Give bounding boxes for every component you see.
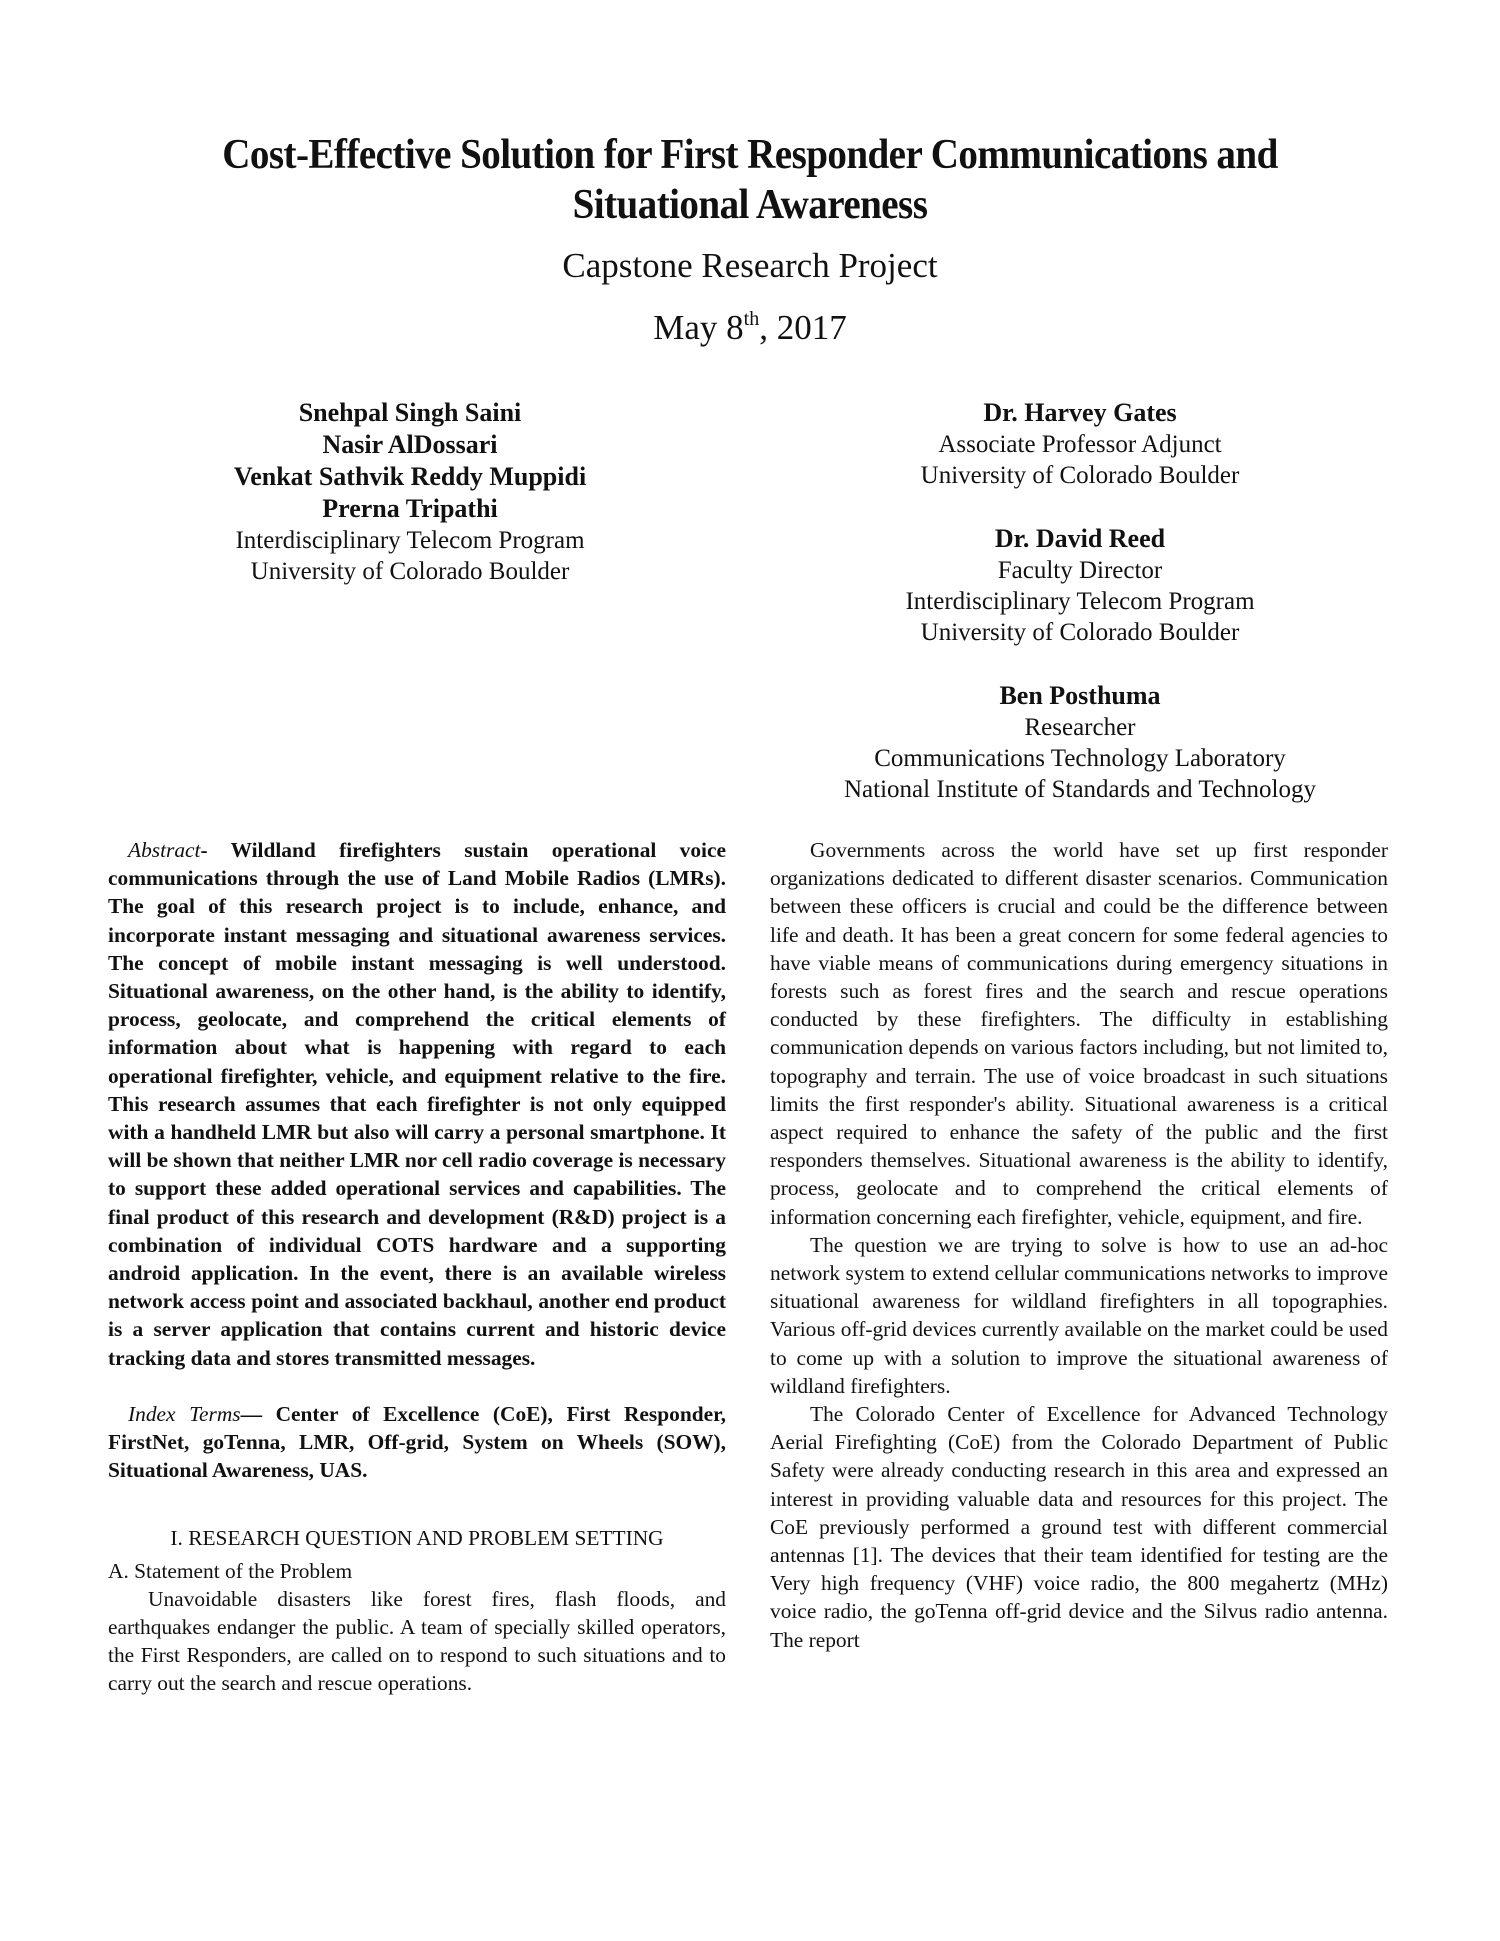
body-paragraph: Unavoidable disasters like forest fires, flash floods, and earthquakes endanger the public. A team of specially skilled operators, the First Responders, are called on to respond to such situations and to carry out the search and rescue operations. bbox=[108, 1586, 726, 1696]
date-month-day: May 8 bbox=[653, 308, 744, 347]
advisor-block bbox=[820, 397, 1340, 491]
student-authors bbox=[150, 397, 670, 587]
author-affiliation: University of Colorado Boulder bbox=[250, 558, 570, 585]
advisor-block bbox=[820, 523, 1340, 648]
section-heading: I. RESEARCH QUESTION AND PROBLEM SETTING bbox=[170, 1526, 664, 1551]
author-affiliation: Communications Technology Laboratory bbox=[874, 745, 1286, 772]
advisor-block bbox=[820, 680, 1340, 805]
author-affiliation: Researcher bbox=[1024, 714, 1136, 741]
paper-date bbox=[0, 308, 1500, 348]
paper-subtitle: Capstone Research Project bbox=[562, 246, 938, 285]
author-name: Prerna Tripathi bbox=[322, 494, 498, 523]
abstract-label: Abstract bbox=[128, 838, 201, 862]
abstract bbox=[108, 836, 726, 1372]
index-terms-label: Index Terms bbox=[128, 1401, 241, 1426]
author-affiliation: Faculty Director bbox=[997, 557, 1163, 584]
date-ordinal-suffix: th bbox=[743, 308, 760, 330]
author-name: Nasir AlDossari bbox=[322, 430, 498, 459]
author-affiliation: Interdisciplinary Telecom Program bbox=[235, 527, 585, 554]
right-column bbox=[770, 836, 1388, 1654]
author-name: Ben Posthuma bbox=[999, 681, 1161, 710]
body-paragraph: The Colorado Center of Excellence for Advanced Technology Aerial Firefighting (CoE) from the Colorado Department of Public Safety were already conducting research in this area and expressed an interest in providing valuable data and resources for this project. The CoE previously performed a ground test with different commercial antennas [1]. The devices that their team identified for testing are the Very high frequency (VHF) voice radio, the 800 megahertz (MHz) voice radio, the goTenna off-grid device and the Silvus radio antenna. The report bbox=[770, 1402, 1388, 1652]
author-affiliation: Associate Professor Adjunct bbox=[938, 431, 1222, 458]
paper-title: Cost-Effective Solution for First Responder Communications and Situational Awareness bbox=[222, 132, 1278, 228]
index-terms-text: — Center of Excellence (CoE), First Responder, FirstNet, goTenna, LMR, Off-grid, System on Wheels (SOW), Situational Awareness, UAS. bbox=[108, 1401, 727, 1483]
author-name: Dr. David Reed bbox=[994, 524, 1166, 553]
subsection-heading: A. Statement of the Problem bbox=[108, 1558, 353, 1583]
author-name: Dr. Harvey Gates bbox=[983, 398, 1177, 427]
author-name: Snehpal Singh Saini bbox=[298, 398, 522, 427]
abstract-text: - Wildland firefighters sustain operational voice communications through the use of Land Mobile Radios (LMRs). The goal of this research project is to include, enhance, and incorporate instant messaging and situational awareness services. The concept of mobile instant messaging is well understood. Situational awareness, on the other hand, is the ability to identify, process, geolocate, and comprehend the critical elements of information about what is happening with regard to each operational firefighter, vehicle, and equipment relative to the fire. This research assumes that each firefighter is not only equipped with a handheld LMR but also will carry a personal smartphone. It will be shown that neither LMR nor cell radio coverage is necessary to support these added operational services and capabilities. The final product of this research and development (R&D) project is a combination of individual COTS hardware and a supporting android application. In the event, there is an available wireless network access point and associated backhaul, another end product is a server application that contains current and historic device tracking data and stores transmitted messages. bbox=[108, 838, 726, 1370]
date-year: , 2017 bbox=[759, 308, 847, 347]
author-affiliation: University of Colorado Boulder bbox=[920, 619, 1240, 646]
body-paragraph: Governments across the world have set up first responder organizations dedicated to different disaster scenarios. Communication between these officers is crucial and could be the difference between life and death. It has been a great concern for some federal agencies to have viable means of communications during emergency situations in forests such as forest fires and the search and rescue operations conducted by these firefighters. The difficulty in establishing communication depends on various factors including, but not limited to, topography and terrain. The use of voice broadcast in such situations limits the first responder's ability. Situational awareness is a critical aspect required to enhance the safety of the public and the first responders themselves. Situational awareness is the ability to identify, process, geolocate and to comprehend the critical elements of information concerning each firefighter, vehicle, equipment, and fire. bbox=[770, 838, 1388, 1229]
left-column bbox=[108, 836, 726, 1698]
author-affiliation: Interdisciplinary Telecom Program bbox=[905, 588, 1255, 615]
author-affiliation: University of Colorado Boulder bbox=[920, 462, 1240, 489]
body-paragraph: The question we are trying to solve is how to use an ad-hoc network system to extend cellular communications networks to improve situational awareness for wildland firefighters in all topographies. Various off-grid devices currently available on the market could be used to come up with a solution to improve the situational awareness of wildland firefighters. bbox=[770, 1232, 1388, 1398]
index-terms bbox=[108, 1400, 726, 1485]
advisor-authors bbox=[820, 397, 1340, 837]
author-affiliation: National Institute of Standards and Technology bbox=[844, 776, 1316, 803]
author-name: Venkat Sathvik Reddy Muppidi bbox=[233, 462, 587, 491]
